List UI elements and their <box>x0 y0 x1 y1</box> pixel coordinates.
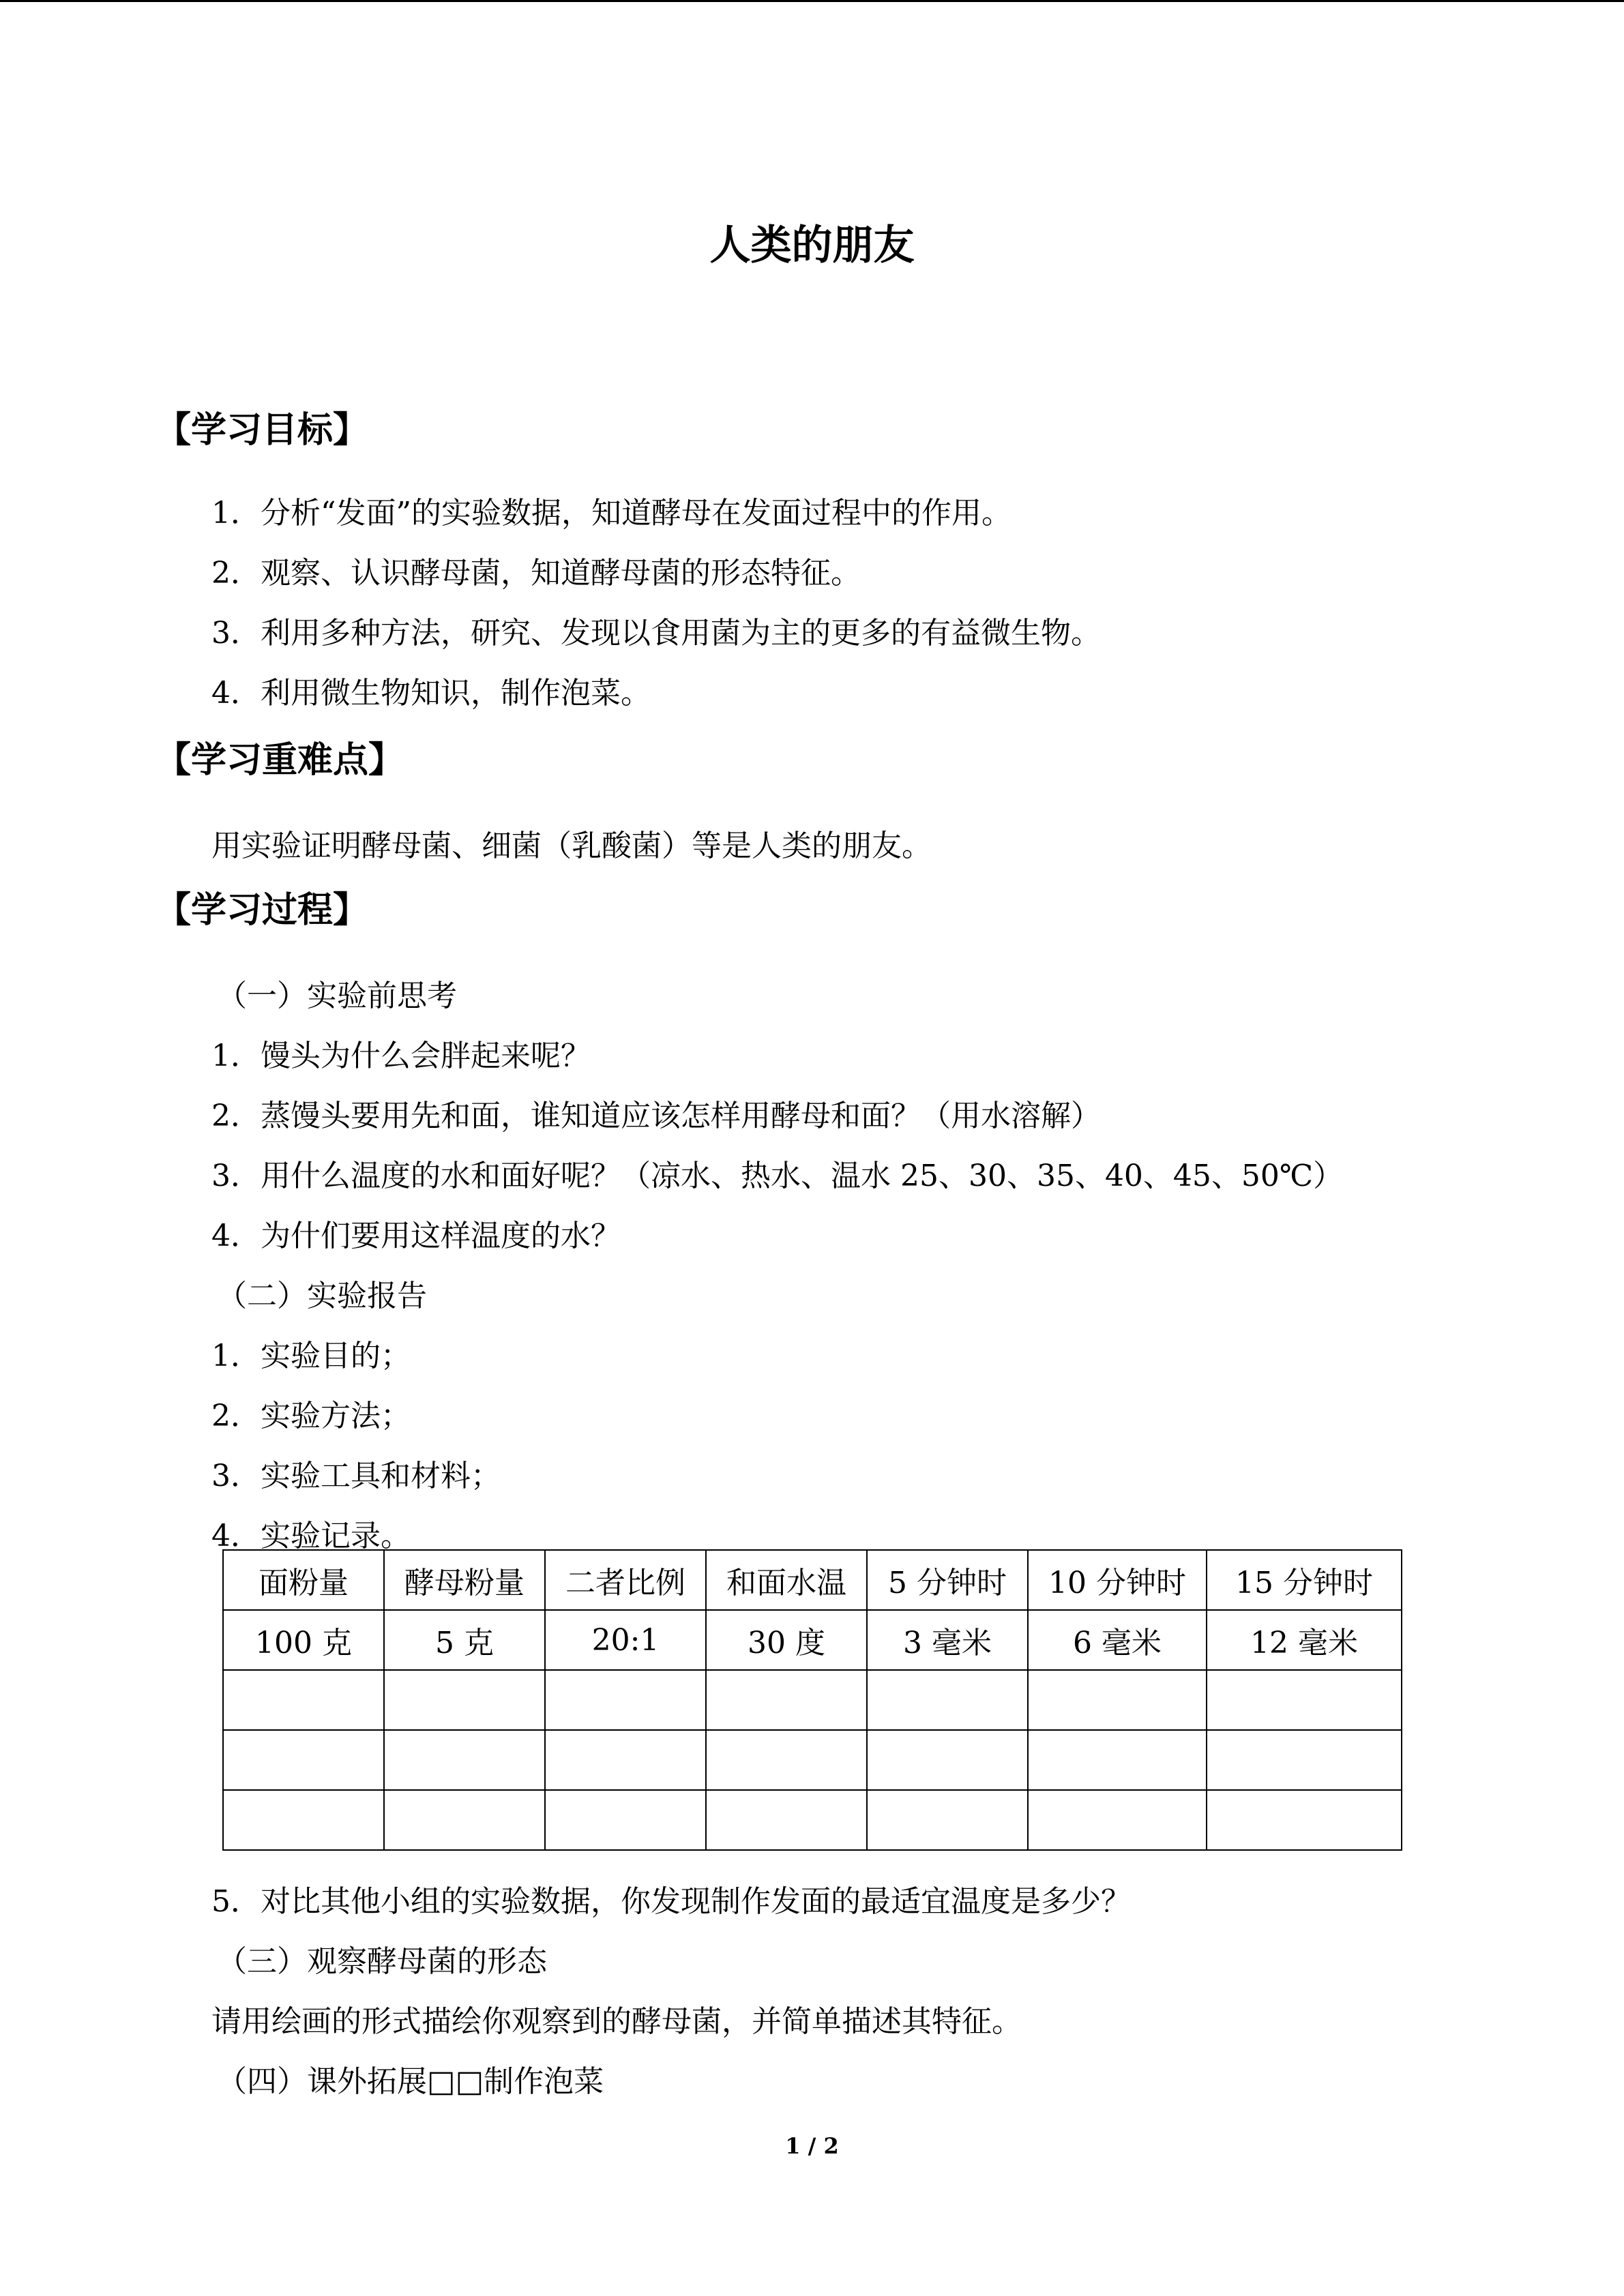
part2-item: 1．实验目的； <box>211 1339 411 1373</box>
table-cell-empty <box>545 1790 706 1850</box>
experiment-record-table <box>222 1549 1402 1851</box>
table-cell: 5 克 <box>384 1610 545 1670</box>
table-cell-empty <box>545 1670 706 1730</box>
section-heading-process: 【学习过程】 <box>156 890 369 931</box>
table-cell-empty <box>223 1730 384 1790</box>
table-header: 和面水温 <box>706 1550 867 1610</box>
table-cell-empty <box>867 1730 1028 1790</box>
table-row-empty <box>223 1670 1402 1730</box>
part2-title: （二）实验报告 <box>217 1279 427 1313</box>
part2-item-5: 5．对比其他小组的实验数据，你发现制作发面的最适宜温度是多少？ <box>211 1884 1131 1919</box>
table-cell: 30 度 <box>706 1610 867 1670</box>
table-cell-empty <box>706 1730 867 1790</box>
objective-item: 2．观察、认识酵母菌，知道酵母菌的形态特征。 <box>211 556 861 591</box>
objective-item: 3．利用多种方法，研究、发现以食用菌为主的更多的有益微生物。 <box>211 616 1101 651</box>
table-cell-empty <box>1028 1730 1207 1790</box>
table-cell-empty <box>1028 1670 1207 1730</box>
table-cell-empty <box>545 1730 706 1790</box>
table-cell-empty <box>1207 1730 1402 1790</box>
part2-item: 3．实验工具和材料； <box>211 1459 501 1493</box>
table-cell-empty <box>384 1730 545 1790</box>
part1-item: 3．用什么温度的水和面好呢？（凉水、热水、温水 25、30、35、40、45、50℃） <box>211 1159 1344 1193</box>
table-row-empty <box>223 1730 1402 1790</box>
part3-title: （三）观察酵母菌的形态 <box>217 1944 547 1979</box>
section-heading-keypoints: 【学习重难点】 <box>156 740 404 781</box>
table-cell-empty <box>1207 1670 1402 1730</box>
objective-item: 1．分析“发面”的实验数据，知道酵母在发面过程中的作用。 <box>211 496 1012 531</box>
table-header-row <box>223 1550 1402 1610</box>
part4-title: （四）课外拓展□□制作泡菜 <box>217 2064 604 2099</box>
part1-item: 1．馒头为什么会胖起来呢？ <box>211 1039 591 1073</box>
part2-item: 2．实验方法； <box>211 1399 411 1433</box>
table-cell: 3 毫米 <box>867 1610 1028 1670</box>
table-header: 二者比例 <box>545 1550 706 1610</box>
part1-item: 2．蒸馒头要用先和面，谁知道应该怎样用酵母和面？（用水溶解） <box>211 1099 1101 1133</box>
table-cell: 12 毫米 <box>1207 1610 1402 1670</box>
part3-text: 请用绘画的形式描绘你观察到的酵母菌，并简单描述其特征。 <box>211 2004 1022 2039</box>
part2-item: 4．实验记录。 <box>211 1519 411 1553</box>
table-cell: 6 毫米 <box>1028 1610 1207 1670</box>
table-cell-empty <box>867 1790 1028 1850</box>
part1-title: （一）实验前思考 <box>217 979 457 1013</box>
table-header: 10 分钟时 <box>1028 1550 1207 1610</box>
table-cell-empty <box>706 1670 867 1730</box>
table-cell-empty <box>223 1670 384 1730</box>
table-row-empty <box>223 1790 1402 1850</box>
table-cell-empty <box>384 1790 545 1850</box>
table-row <box>223 1610 1402 1670</box>
table-cell: 20:1 <box>545 1610 706 1670</box>
table-cell-empty <box>1028 1790 1207 1850</box>
section-heading-objectives: 【学习目标】 <box>156 410 369 451</box>
table-header: 面粉量 <box>223 1550 384 1610</box>
table-header: 酵母粉量 <box>384 1550 545 1610</box>
table-header: 5 分钟时 <box>867 1550 1028 1610</box>
table-cell-empty <box>1207 1790 1402 1850</box>
top-border-line <box>0 0 1624 2</box>
table-cell-empty <box>706 1790 867 1850</box>
table-cell-empty <box>867 1670 1028 1730</box>
table-cell-empty <box>223 1790 384 1850</box>
page-number: 1 / 2 <box>785 2133 839 2159</box>
page-title: 人类的朋友 <box>709 222 915 269</box>
table-cell: 100 克 <box>223 1610 384 1670</box>
objective-item: 4．利用微生物知识，制作泡菜。 <box>211 676 651 711</box>
table-header: 15 分钟时 <box>1207 1550 1402 1610</box>
part1-item: 4．为什们要用这样温度的水？ <box>211 1219 621 1253</box>
table-cell-empty <box>384 1670 545 1730</box>
keypoints-text: 用实验证明酵母菌、细菌（乳酸菌）等是人类的朋友。 <box>211 829 932 863</box>
